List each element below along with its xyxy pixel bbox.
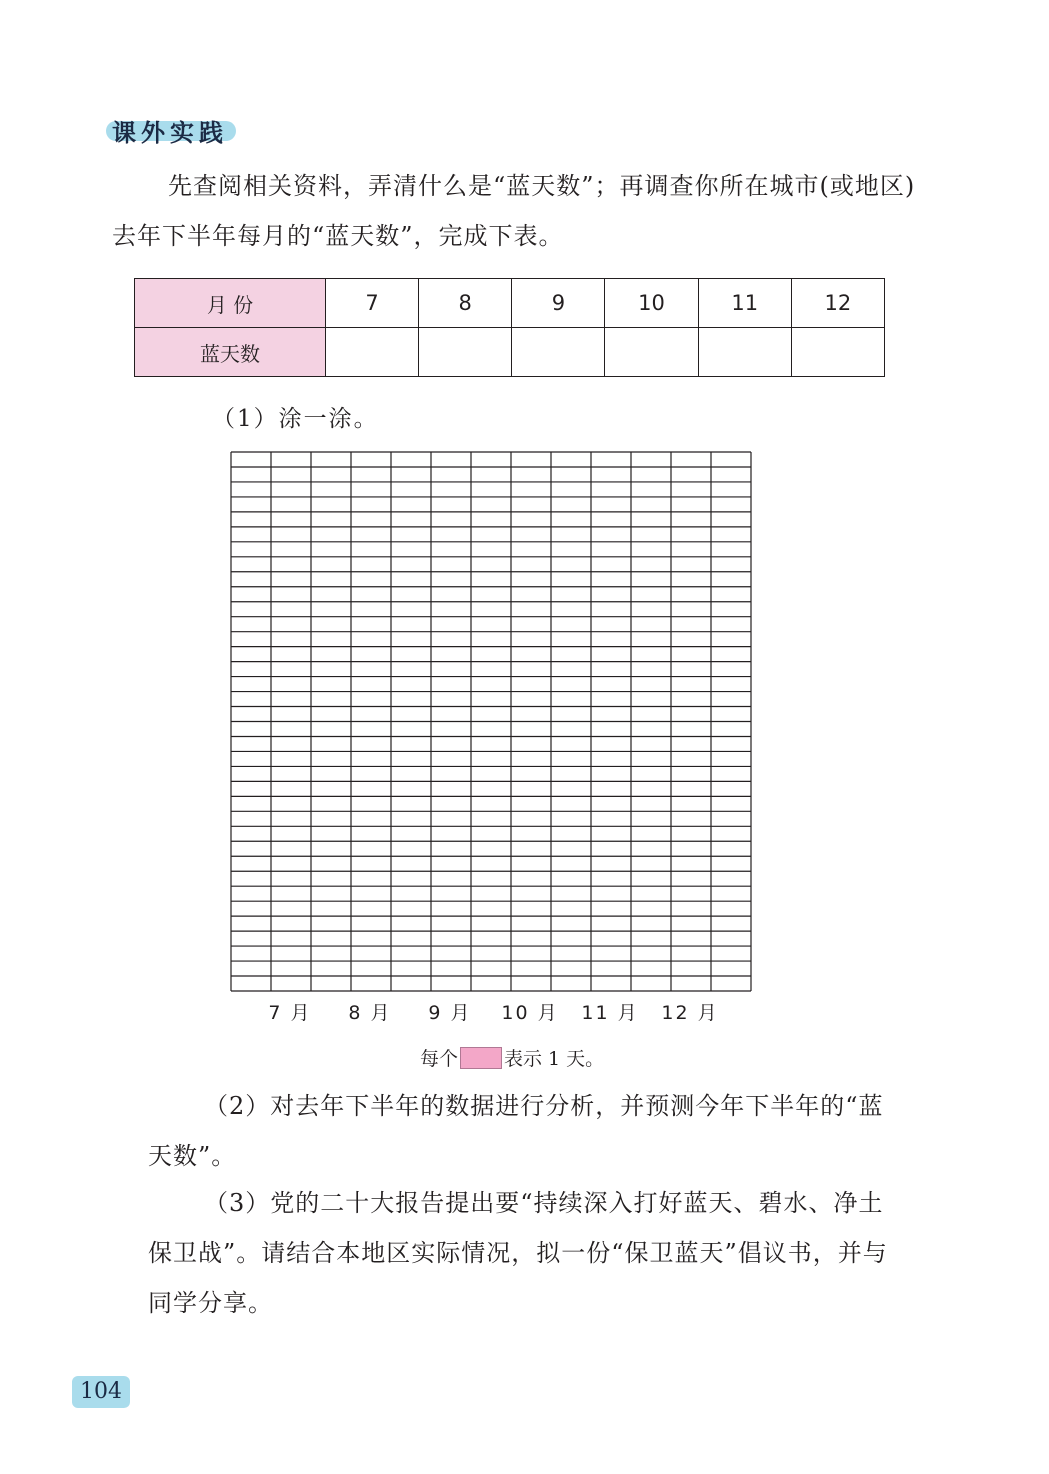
- grid-svg[interactable]: [230, 451, 752, 992]
- coloring-grid[interactable]: [230, 451, 752, 996]
- blue-sky-input-cell[interactable]: [698, 328, 791, 377]
- month-cell: 9: [512, 279, 605, 328]
- intro-paragraph: 先查阅相关资料，弄清什么是“蓝天数”；再调查你所在城市(或地区)去年下半年每月的“蓝天数”，完成下表。: [112, 172, 916, 250]
- section-title-text: 课外实践: [112, 119, 228, 147]
- blue-sky-input-cell[interactable]: [791, 328, 884, 377]
- month-cell: 10: [605, 279, 698, 328]
- legend-suffix: 表示 1 天。: [504, 1048, 605, 1070]
- blue-sky-input-cell[interactable]: [419, 328, 512, 377]
- blue-sky-input-cell[interactable]: [605, 328, 698, 377]
- month-cell: 7: [326, 279, 419, 328]
- grid-month-label: 9 月: [428, 1002, 472, 1024]
- page-number: 104: [72, 1376, 130, 1408]
- section-title: [112, 113, 228, 148]
- month-cell: 8: [419, 279, 512, 328]
- legend: [420, 1044, 604, 1071]
- month-cell: 12: [791, 279, 884, 328]
- question-3: （3）党的二十大报告提出要“持续深入打好蓝天、碧水、净土保卫战”。请结合本地区实际情况，拟一份“保卫蓝天”倡议书，并与同学分享。: [148, 1189, 888, 1317]
- pink-square-swatch: [460, 1047, 502, 1069]
- table-row: [135, 328, 885, 377]
- grid-month-label: 7 月: [268, 1002, 312, 1024]
- blue-sky-table: [134, 278, 885, 377]
- question-1: （1）涂一涂。: [212, 406, 379, 432]
- grid-month-labels: [230, 998, 750, 1028]
- grid-month-label: 12 月: [661, 1002, 719, 1024]
- grid-month-label: 11 月: [581, 1002, 639, 1024]
- blue-sky-header: 蓝天数: [135, 328, 326, 377]
- table-row: [135, 279, 885, 328]
- grid-month-label: 8 月: [348, 1002, 392, 1024]
- month-cell: 11: [698, 279, 791, 328]
- legend-prefix: 每个: [420, 1048, 459, 1070]
- month-header: 月 份: [135, 279, 326, 328]
- blue-sky-input-cell[interactable]: [512, 328, 605, 377]
- blue-sky-input-cell[interactable]: [326, 328, 419, 377]
- grid-month-label: 10 月: [501, 1002, 559, 1024]
- question-2: （2）对去年下半年的数据进行分析，并预测今年下半年的“蓝天数”。: [148, 1092, 884, 1170]
